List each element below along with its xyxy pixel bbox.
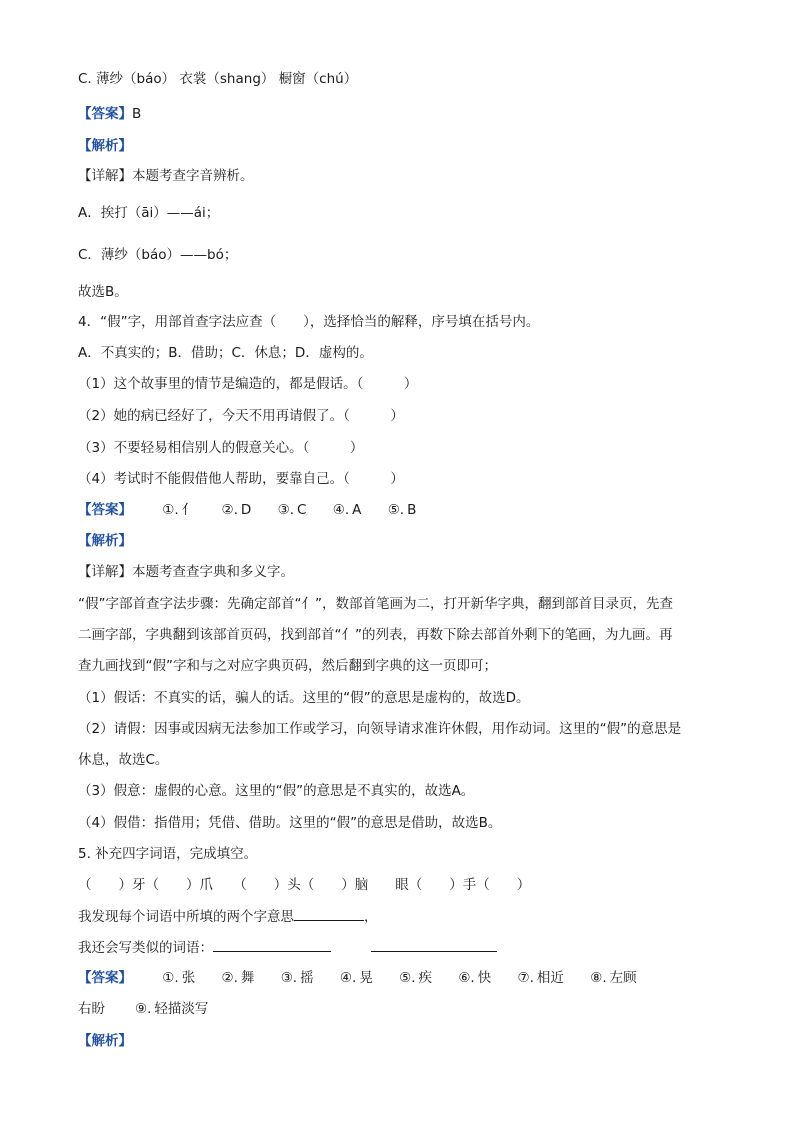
question-4-item-3-text: （3）不要轻易相信别人的假意关心。（ ） bbox=[78, 440, 364, 456]
explanation-item-2 bbox=[78, 719, 681, 739]
answer-continuation-text: 右盼 bbox=[78, 1001, 105, 1017]
answer-item-text: 轻描淡写 bbox=[154, 1001, 209, 1017]
answer-tag: 【答案】 bbox=[78, 502, 132, 518]
answer-item-number: ③. bbox=[277, 502, 295, 518]
detail-line-2 bbox=[78, 562, 294, 582]
fill-blank[interactable] bbox=[294, 906, 364, 921]
detail-text: 本题考查字音辨析。 bbox=[132, 168, 254, 184]
explanation-item-2-cont-text: 休息，故选C。 bbox=[78, 752, 169, 768]
detail-line-1 bbox=[78, 166, 254, 186]
explanation-item-1-text: （1）假话：不真实的话，骗人的话。这里的“假”的意思是虚构的，故选D。 bbox=[78, 690, 530, 706]
explanation-item-4-text: （4）假借：指借用；凭借、借助。这里的“假”的意思是借助，故选B。 bbox=[78, 815, 502, 831]
answer-item-number: ④. bbox=[339, 970, 357, 986]
answer-item-number: ⑧. bbox=[590, 970, 607, 986]
answer-line-2 bbox=[78, 500, 438, 520]
answer-item-number: ①. bbox=[162, 502, 179, 518]
answer-item-text: D bbox=[240, 502, 252, 518]
answer-item bbox=[340, 968, 373, 988]
question-4-options bbox=[78, 343, 373, 363]
question-5-blanks-text: （ ）牙（ ）爪 （ ）头（ ）脑 眼（ ）手（ ） bbox=[78, 877, 531, 893]
analysis-tag: 【解析】 bbox=[78, 138, 132, 154]
fill-blank[interactable] bbox=[213, 937, 331, 952]
question-4-item-1-text: （1）这个故事里的情节是编造的，都是假话。（ ） bbox=[78, 376, 418, 392]
conclusion-1-text: 故选B。 bbox=[78, 284, 128, 300]
explanation-para-3-text: 查九画找到“假”字和与之对应字典页码，然后翻到字典的这一页即可； bbox=[78, 658, 497, 674]
answer-tag: 【答案】 bbox=[78, 970, 132, 986]
answer-item-text: 舞 bbox=[240, 970, 255, 986]
answer-items bbox=[162, 500, 438, 520]
question-5-similar bbox=[78, 937, 497, 958]
question-5-blanks bbox=[78, 875, 530, 895]
detail-tag: 【详解】 bbox=[78, 564, 132, 580]
answer-item bbox=[333, 500, 362, 520]
answer-item bbox=[278, 500, 307, 520]
answer-item-number: ⑤. bbox=[387, 502, 405, 518]
answer-item-number: ②. bbox=[221, 502, 238, 518]
answer-item bbox=[518, 968, 564, 988]
question-5-similar-text: 我还会写类似的词语： bbox=[78, 940, 213, 956]
answer-item-text: A bbox=[352, 502, 362, 518]
explanation-item-2-cont bbox=[78, 750, 168, 770]
answer-tag: 【答案】 bbox=[78, 106, 132, 122]
option-c-line bbox=[78, 69, 357, 89]
answer-item bbox=[388, 500, 417, 520]
question-5-text: 5. 补充四字词语，完成填空。 bbox=[78, 846, 258, 862]
explanation-item-2-text: （2）请假：因事或因病无法参加工作或学习，向领导请求准许休假，用作动词。这里的“假”的意思是 bbox=[78, 721, 682, 737]
answer-item-text: 相近 bbox=[536, 970, 564, 986]
question-5 bbox=[78, 844, 257, 864]
answer-item bbox=[222, 500, 252, 520]
explanation-para-1 bbox=[78, 594, 673, 614]
answer-item bbox=[458, 968, 491, 988]
answer-item-text: 张 bbox=[181, 970, 196, 986]
answer-line-1 bbox=[78, 104, 141, 124]
answer-item bbox=[162, 968, 195, 988]
question-4-text: 4．“假”字，用部首查字法应查（ ），选择恰当的解释，序号填在括号内。 bbox=[78, 314, 540, 330]
answer-item bbox=[162, 500, 195, 520]
explanation-para-1-text: “假”字部首查字法步骤：先确定部首“亻”，数部首笔画为二，打开新华字典，翻到部首目录页，先查 bbox=[78, 596, 673, 612]
answer-item-text: 快 bbox=[477, 970, 492, 986]
question-5-discover bbox=[78, 906, 378, 927]
answer-item-number: ②. bbox=[221, 970, 238, 986]
explanation-item-4 bbox=[78, 813, 501, 833]
answer-item-number: ⑦. bbox=[517, 970, 534, 986]
answer-item-text: 亻 bbox=[181, 502, 196, 518]
explain-c-text: C．薄纱（báo）——bó； bbox=[78, 247, 238, 263]
detail-text: 本题考查查字典和多义字。 bbox=[132, 564, 294, 580]
answer-value: B bbox=[132, 106, 142, 122]
question-4-item-3 bbox=[78, 438, 363, 458]
analysis-tag: 【解析】 bbox=[78, 1033, 132, 1049]
question-4-item-4-text: （4）考试时不能假借他人帮助，要靠自己。（ ） bbox=[78, 471, 404, 487]
explain-a-text: A．挨打（āi）——ái； bbox=[78, 205, 220, 221]
analysis-line-1 bbox=[78, 136, 132, 156]
answer-item bbox=[281, 968, 314, 988]
explanation-para-2-text: 二画字部，字典翻到该部首页码，找到部首“亻”的列表，再数下除去部首外剩下的笔画，为九画。再 bbox=[78, 627, 673, 643]
answer-item-text: B bbox=[407, 502, 417, 518]
answer-item-text: 摇 bbox=[300, 970, 314, 986]
fill-blank[interactable] bbox=[371, 937, 497, 952]
question-4-item-1 bbox=[78, 374, 417, 394]
question-4-item-4 bbox=[78, 469, 404, 489]
explanation-item-1 bbox=[78, 688, 529, 708]
option-c-text: C. 薄纱（báo） 衣裳（shang） 橱窗（chú） bbox=[78, 71, 358, 87]
answer-item-number: ③. bbox=[280, 970, 298, 986]
answer-line-3-cont bbox=[78, 999, 230, 1019]
answer-item-text: C bbox=[297, 502, 307, 518]
answer-item-text: 左顾 bbox=[609, 970, 637, 986]
question-4-item-2-text: （2）她的病已经好了，今天不用再请假了。（ ） bbox=[78, 408, 404, 424]
answer-item-number: ⑨. bbox=[135, 1001, 152, 1017]
answer-item-number: ①. bbox=[162, 970, 179, 986]
explanation-item-3 bbox=[78, 781, 474, 801]
answer-item-text: 疾 bbox=[418, 970, 433, 986]
question-4 bbox=[78, 312, 539, 332]
explanation-para-2 bbox=[78, 625, 673, 645]
analysis-line-3 bbox=[78, 1031, 132, 1051]
answer-items bbox=[162, 968, 636, 988]
analysis-line-2 bbox=[78, 531, 132, 551]
detail-tag: 【详解】 bbox=[78, 168, 132, 184]
explanation-item-3-text: （3）假意：虚假的心意。这里的“假”的意思是不真实的，故选A。 bbox=[78, 783, 475, 799]
question-5-discover-text: 我发现每个词语中所填的两个字意思 bbox=[78, 909, 294, 925]
answer-item-number: ⑤. bbox=[399, 970, 416, 986]
question-4-item-2 bbox=[78, 406, 404, 426]
explanation-para-3 bbox=[78, 656, 497, 676]
question-5-discover-end: ， bbox=[364, 909, 378, 925]
answer-item-text: 晃 bbox=[359, 970, 373, 986]
question-4-options-text: A．不真实的；B．借助；C．休息；D．虚构的。 bbox=[78, 345, 373, 361]
analysis-tag: 【解析】 bbox=[78, 533, 132, 549]
explain-a bbox=[78, 203, 219, 223]
answer-item bbox=[222, 968, 255, 988]
answer-item bbox=[135, 999, 208, 1019]
answer-line-3 bbox=[78, 968, 637, 988]
answer-item bbox=[399, 968, 432, 988]
answer-item bbox=[590, 968, 636, 988]
answer-item-number: ⑥. bbox=[458, 970, 475, 986]
explain-c bbox=[78, 245, 237, 265]
conclusion-1 bbox=[78, 282, 128, 302]
answer-item-number: ④. bbox=[332, 502, 350, 518]
